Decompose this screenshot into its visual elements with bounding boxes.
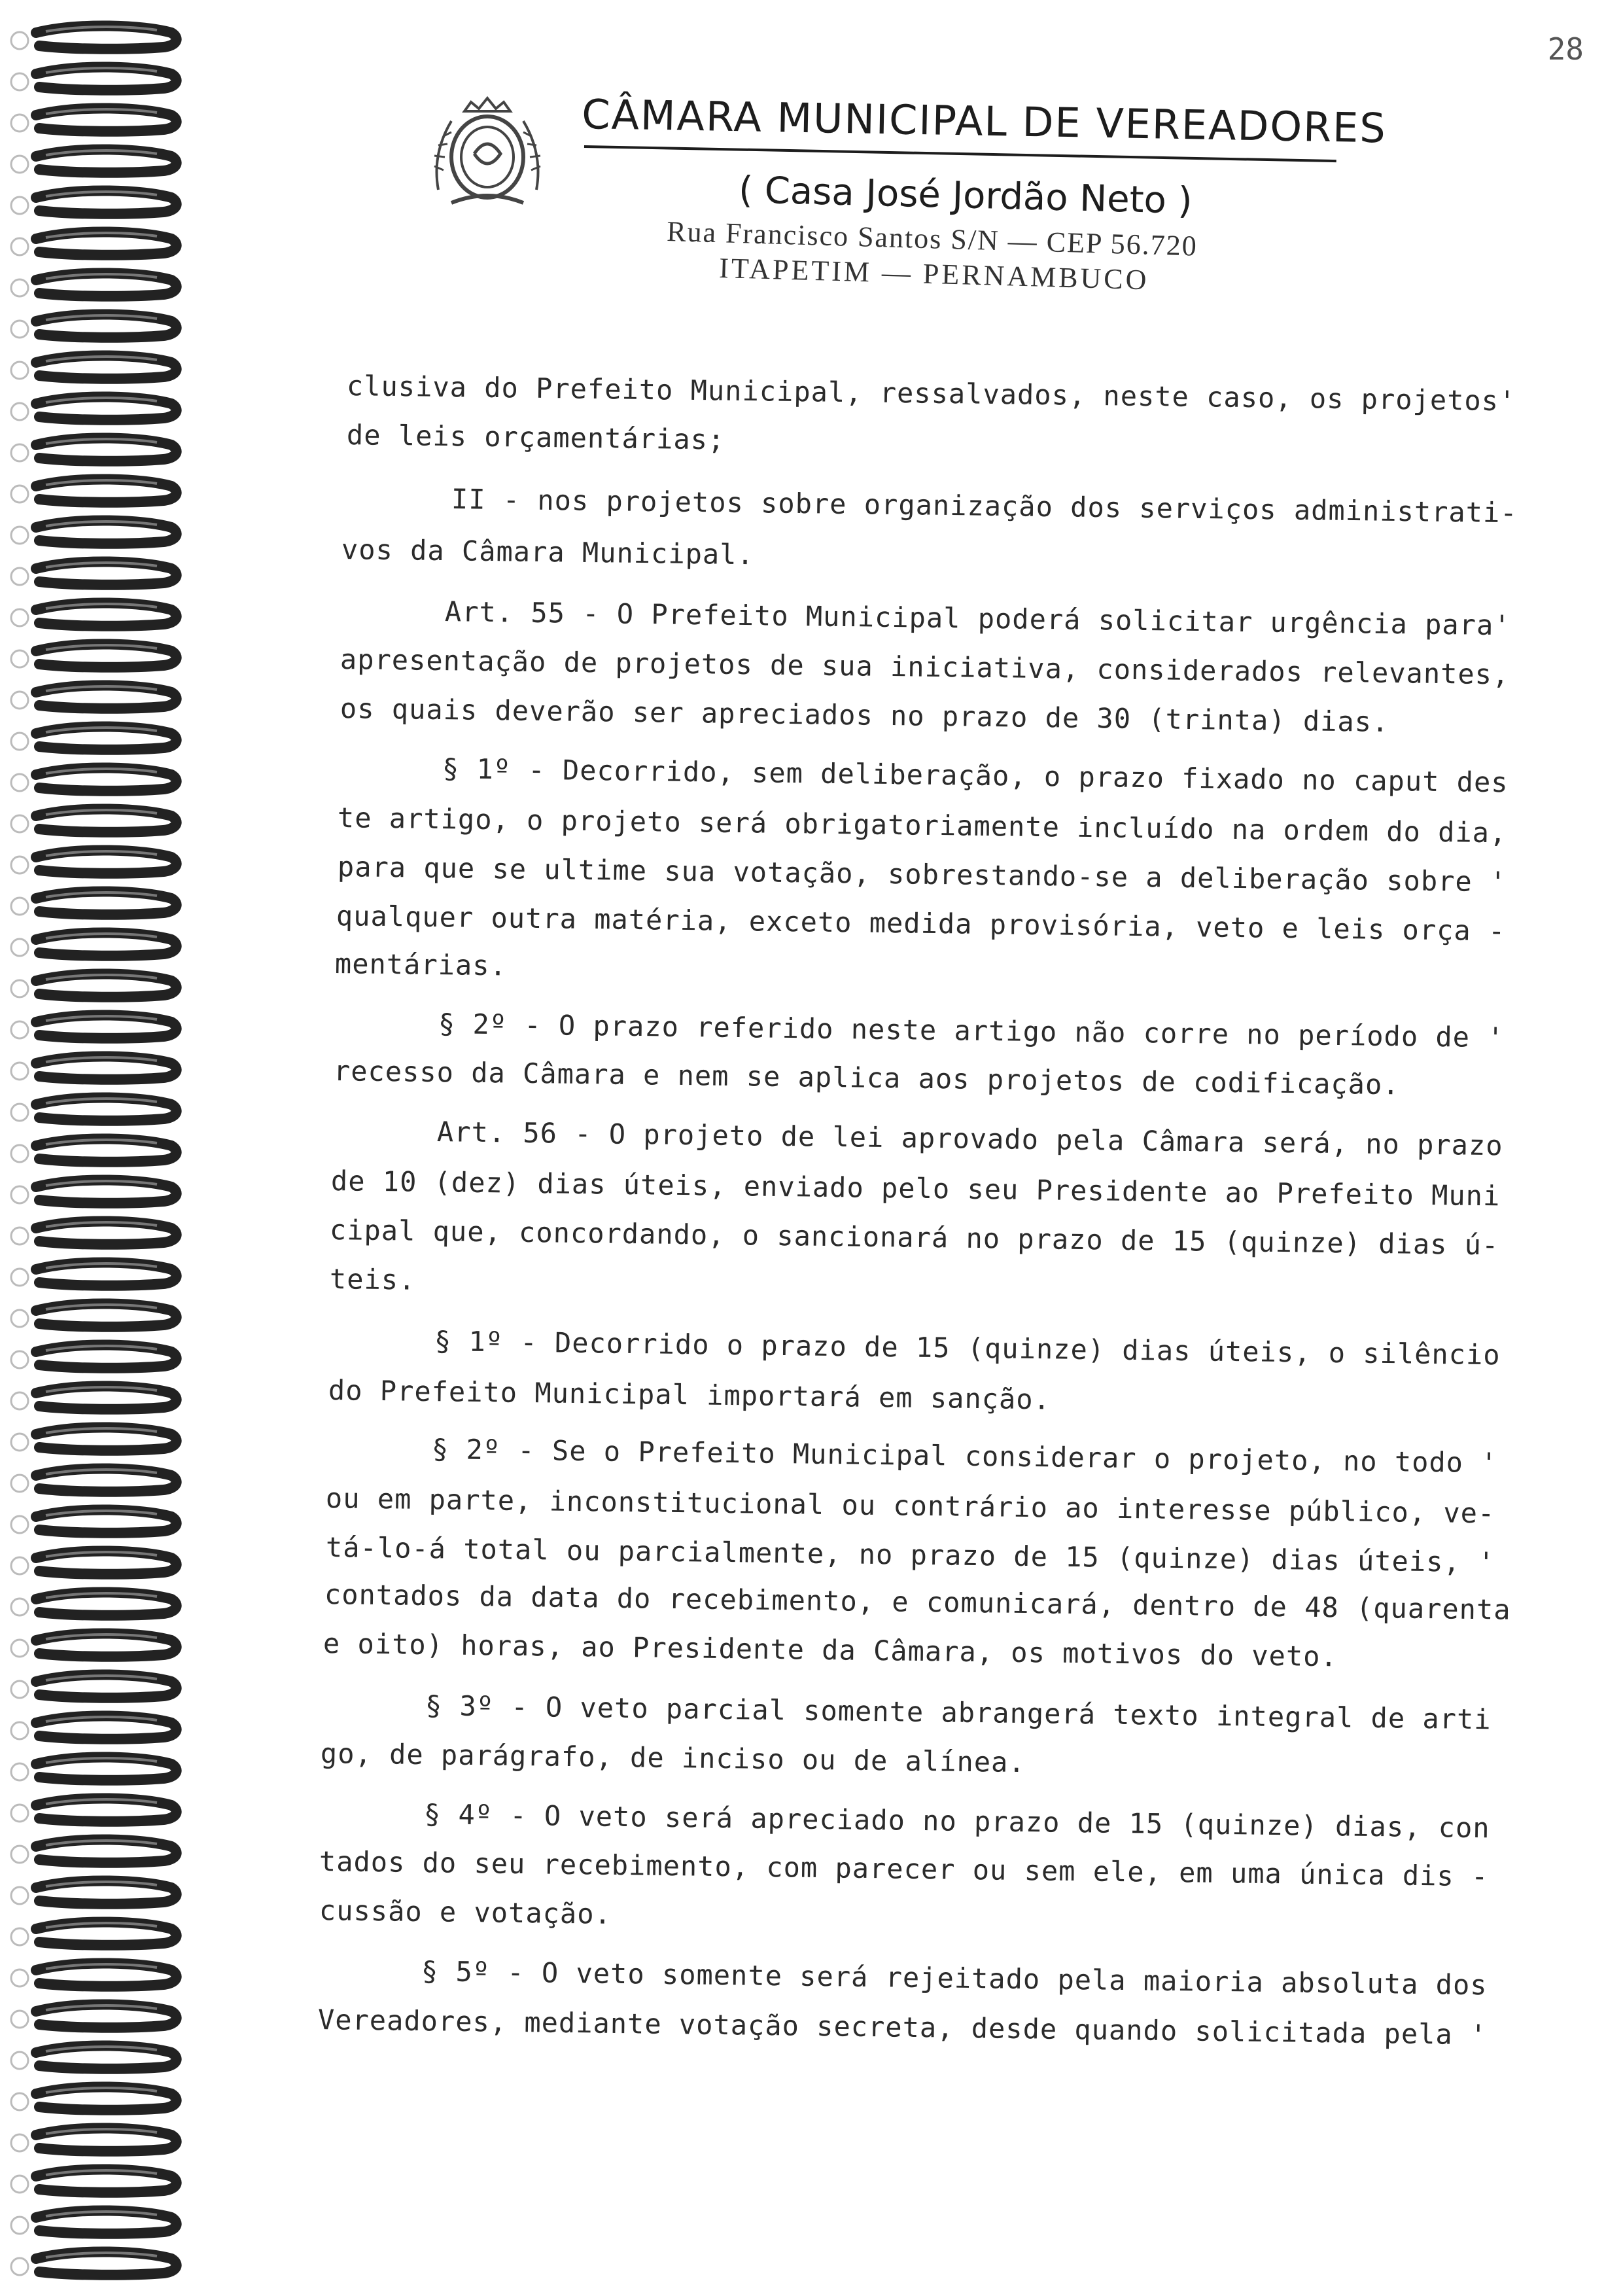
body-line: § 3º - O veto parcial somente abrangerá texto integral de arti — [425, 1689, 1492, 1736]
body-line: recesso da Câmara e nem se aplica aos projetos de codificação. — [333, 1055, 1400, 1101]
body-line: tá-lo-á total ou parcialmente, no prazo de 15 (quinze) dias úteis, ' — [325, 1531, 1495, 1579]
body-line: vos da Câmara Municipal. — [341, 533, 755, 571]
body-line: de leis orçamentárias; — [346, 419, 725, 456]
body-line: contados da data do recebimento, e comunicará, dentro de 48 (quarenta — [324, 1578, 1511, 1626]
body-line: te artigo, o projeto será obrigatoriamente incluído na ordem do dia, — [337, 802, 1507, 849]
letterhead-title: CÂMARA MUNICIPAL DE VEREADORES — [581, 90, 1387, 152]
body-line: Vereadores, mediante votação secreta, desde quando solicitada pela ' — [317, 2004, 1488, 2051]
body-line: do Prefeito Municipal importará em sanção. — [328, 1374, 1051, 1416]
body-line: cipal que, concordando, o sancionará no prazo de 15 (quinze) dias ú- — [329, 1214, 1499, 1262]
page-number: 28 — [1547, 31, 1584, 67]
letterhead-subtitle: ( Casa José Jordão Neto ) — [738, 169, 1193, 222]
body-line: § 1º - Decorrido, sem deliberação, o prazo fixado no caput des — [442, 752, 1509, 799]
body-line: § 2º - Se o Prefeito Municipal considerar o projeto, no todo ' — [431, 1433, 1498, 1479]
letterhead-address: Rua Francisco Santos S/N — CEP 56.720 — [666, 215, 1198, 262]
letterhead-city: ITAPETIM — PERNAMBUCO — [718, 251, 1150, 296]
body-line: de 10 (dez) dias úteis, enviado pelo seu Presidente ao Prefeito Muni — [330, 1165, 1501, 1212]
body-line: para que se ultime sua votação, sobrestando-se a deliberação sobre ' — [337, 851, 1507, 898]
body-line: § 5º - O veto somente será rejeitado pela maioria absoluta dos — [421, 1955, 1488, 2002]
body-line: qualquer outra matéria, exceto medida provisória, veto e leis orça - — [336, 900, 1506, 947]
body-line: apresentação de projetos de sua iniciativa, considerados relevantes, — [340, 643, 1510, 691]
body-line: ou em parte, inconstitucional ou contrário ao interesse público, ve- — [325, 1482, 1495, 1530]
body-line: Art. 56 - O projeto de lei aprovado pela Câmara será, no prazo — [436, 1116, 1503, 1162]
body-line: os quais deverão ser apreciados no prazo de 30 (trinta) dias. — [340, 692, 1389, 738]
body-line: § 4º - O veto será apreciado no prazo de 15 (quinze) dias, con — [423, 1798, 1490, 1845]
body-line: cussão e votação. — [319, 1894, 612, 1930]
body-line: § 1º - Decorrido o prazo de 15 (quinze) dias úteis, o silêncio — [434, 1325, 1501, 1371]
body-line: clusiva do Prefeito Municipal, ressalvados, neste caso, os projetos' — [346, 370, 1516, 417]
body-line: teis. — [329, 1263, 416, 1296]
body-line: go, de parágrafo, de inciso ou de alínea. — [320, 1737, 1026, 1779]
body-line: tados do seu recebimento, com parecer ou sem ele, em uma única dis - — [319, 1845, 1489, 1893]
body-line: e oito) horas, ao Presidente da Câmara, os motivos do veto. — [323, 1627, 1338, 1673]
body-line: Art. 55 - O Prefeito Municipal poderá solicitar urgência para' — [444, 595, 1511, 642]
body-line: mentárias. — [334, 947, 508, 982]
body-line: § 2º - O prazo referido neste artigo não corre no período de ' — [438, 1008, 1505, 1054]
body-line: II - nos projetos sobre organização dos serviços administrati- — [451, 483, 1518, 529]
